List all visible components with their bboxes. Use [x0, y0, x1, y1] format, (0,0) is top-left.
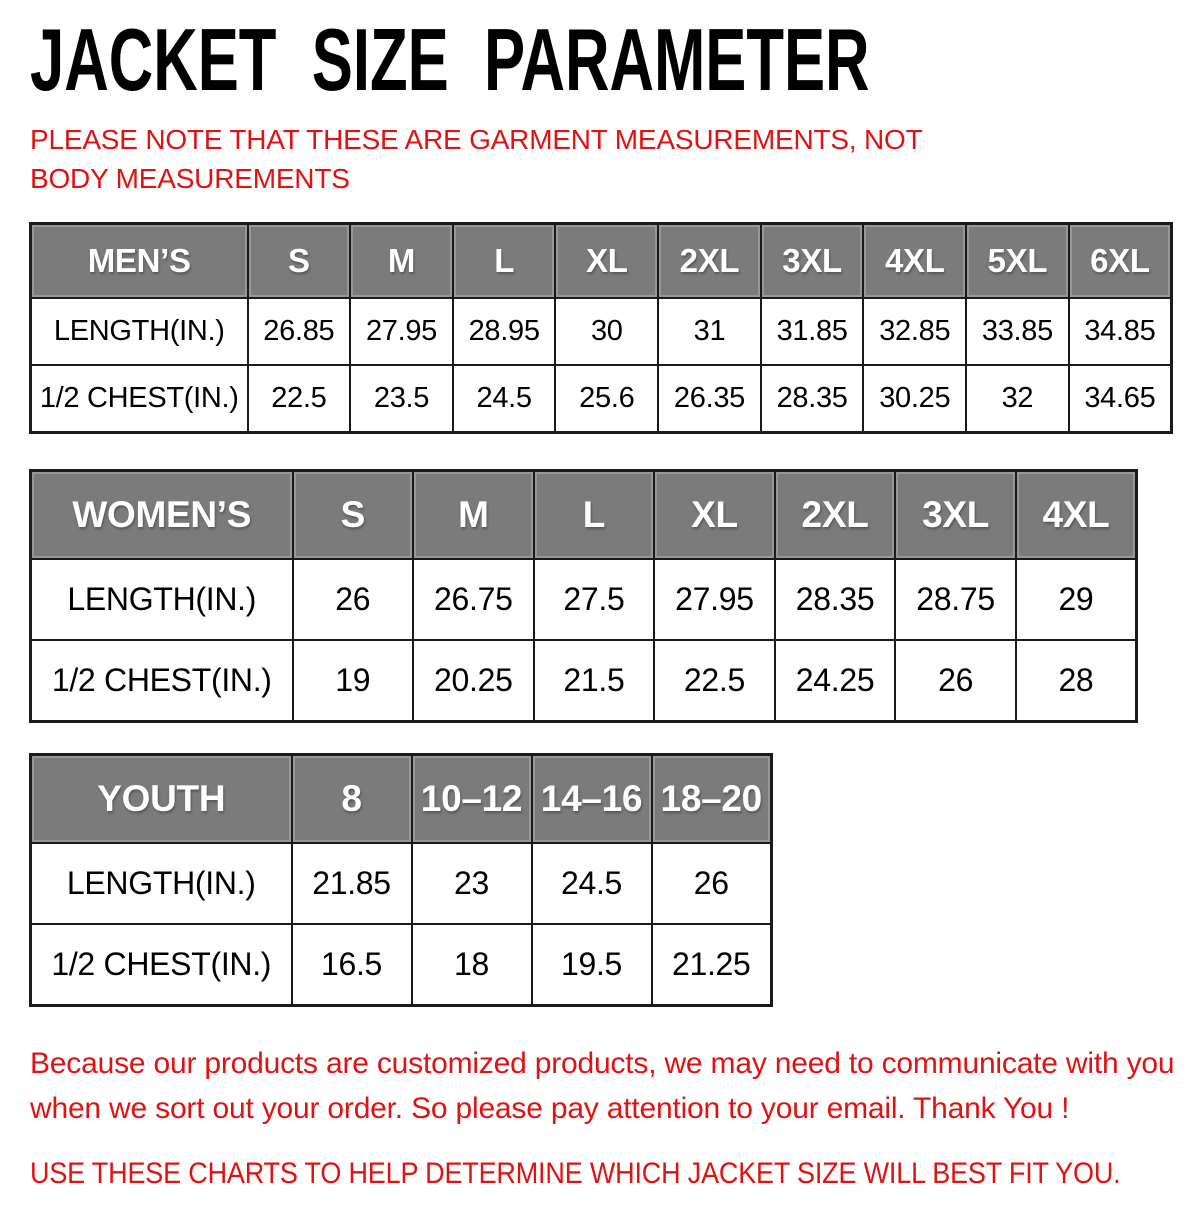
garment-measurement-note: PLEASE NOTE THAT THESE ARE GARMENT MEASUREMENTS, NOT BODY MEASUREMENTS: [30, 124, 923, 194]
size-header-cell: XL: [555, 224, 658, 299]
measurement-cell: 31.85: [761, 298, 864, 365]
table-name-cell: MEN’S: [31, 224, 248, 299]
usage-instruction-text: USE THESE CHARTS TO HELP DETERMINE WHICH JACKET SIZE WILL BEST FIT YOU.: [30, 1157, 1121, 1190]
size-header-cell: S: [248, 224, 351, 299]
size-header-cell: 3XL: [761, 224, 864, 299]
table-row: [31, 559, 1137, 640]
row-label-cell: LENGTH(IN.): [31, 843, 292, 924]
size-header-cell: 10–12: [412, 755, 532, 844]
measurement-cell: 18: [412, 924, 532, 1006]
page-title: [30, 10, 1200, 109]
size-header-cell: 6XL: [1069, 224, 1172, 299]
table-header-row: [31, 755, 772, 844]
row-label-cell: LENGTH(IN.): [31, 559, 293, 640]
measurement-cell: 21.5: [534, 640, 655, 722]
table-row: [31, 924, 772, 1006]
table-row: [31, 640, 1137, 722]
size-header-cell: L: [534, 471, 655, 560]
measurement-cell: 28.75: [895, 559, 1016, 640]
size-header-cell: 2XL: [775, 471, 896, 560]
row-label-cell: LENGTH(IN.): [31, 298, 248, 365]
size-header-cell: S: [293, 471, 414, 560]
measurement-cell: 24.25: [775, 640, 896, 722]
table-row: [31, 843, 772, 924]
table-row: [31, 365, 1172, 433]
measurement-cell: 23: [412, 843, 532, 924]
measurement-cell: 25.6: [555, 365, 658, 433]
table-name-cell: YOUTH: [31, 755, 292, 844]
size-header-cell: 2XL: [658, 224, 761, 299]
row-label-cell: 1/2 CHEST(IN.): [31, 640, 293, 722]
size-header-cell: 5XL: [966, 224, 1069, 299]
size-header-cell: 14–16: [532, 755, 652, 844]
size-header-cell: M: [350, 224, 453, 299]
measurement-cell: 20.25: [413, 640, 534, 722]
measurement-cell: 30: [555, 298, 658, 365]
measurement-cell: 33.85: [966, 298, 1069, 365]
measurement-cell: 26: [895, 640, 1016, 722]
table-name-cell: WOMEN’S: [31, 471, 293, 560]
size-header-cell: M: [413, 471, 534, 560]
measurement-cell: 26: [652, 843, 772, 924]
measurement-cell: 23.5: [350, 365, 453, 433]
page-title-text: JACKET SIZE PARAMETER: [30, 10, 870, 109]
table-header-row: [31, 224, 1172, 299]
size-tables-container: [0, 222, 1200, 1007]
measurement-cell: 19: [293, 640, 414, 722]
measurement-cell: 24.5: [532, 843, 652, 924]
measurement-cell: 19.5: [532, 924, 652, 1006]
size-header-cell: XL: [654, 471, 775, 560]
measurement-cell: 16.5: [292, 924, 412, 1006]
measurement-cell: 26.85: [248, 298, 351, 365]
size-header-cell: 3XL: [895, 471, 1016, 560]
measurement-cell: 34.85: [1069, 298, 1172, 365]
measurement-cell: 26: [293, 559, 414, 640]
measurement-cell: 28.35: [761, 365, 864, 433]
size-header-cell: L: [453, 224, 556, 299]
row-label-cell: 1/2 CHEST(IN.): [31, 365, 248, 433]
measurement-cell: 21.85: [292, 843, 412, 924]
measurement-cell: 28.35: [775, 559, 896, 640]
measurement-cell: 26.75: [413, 559, 534, 640]
measurement-cell: 28: [1016, 640, 1137, 722]
measurement-cell: 21.25: [652, 924, 772, 1006]
measurement-cell: 27.5: [534, 559, 655, 640]
measurement-cell: 22.5: [248, 365, 351, 433]
measurement-cell: 27.95: [654, 559, 775, 640]
measurement-cell: 32.85: [863, 298, 966, 365]
mens-size-table: [29, 222, 1173, 434]
measurement-cell: 27.95: [350, 298, 453, 365]
measurement-cell: 31: [658, 298, 761, 365]
measurement-cell: 30.25: [863, 365, 966, 433]
table-row: [31, 298, 1172, 365]
size-header-cell: 4XL: [1016, 471, 1137, 560]
usage-instruction: [30, 1157, 1200, 1191]
youth-size-table: [29, 753, 773, 1007]
measurement-cell: 34.65: [1069, 365, 1172, 433]
size-header-cell: 18–20: [652, 755, 772, 844]
measurement-cell: 22.5: [654, 640, 775, 722]
customization-notice: Because our products are customized products, we may need to communicate with you when we sort out your order. So please pay attention to your email. Thank You !: [30, 1047, 1175, 1125]
table-header-row: [31, 471, 1137, 560]
size-header-cell: 8: [292, 755, 412, 844]
row-label-cell: 1/2 CHEST(IN.): [31, 924, 292, 1006]
jacket-size-chart-page: [0, 10, 1200, 1222]
size-header-cell: 4XL: [863, 224, 966, 299]
measurement-cell: 29: [1016, 559, 1137, 640]
measurement-cell: 26.35: [658, 365, 761, 433]
measurement-cell: 28.95: [453, 298, 556, 365]
womens-size-table: [29, 469, 1138, 723]
measurement-cell: 24.5: [453, 365, 556, 433]
measurement-cell: 32: [966, 365, 1069, 433]
